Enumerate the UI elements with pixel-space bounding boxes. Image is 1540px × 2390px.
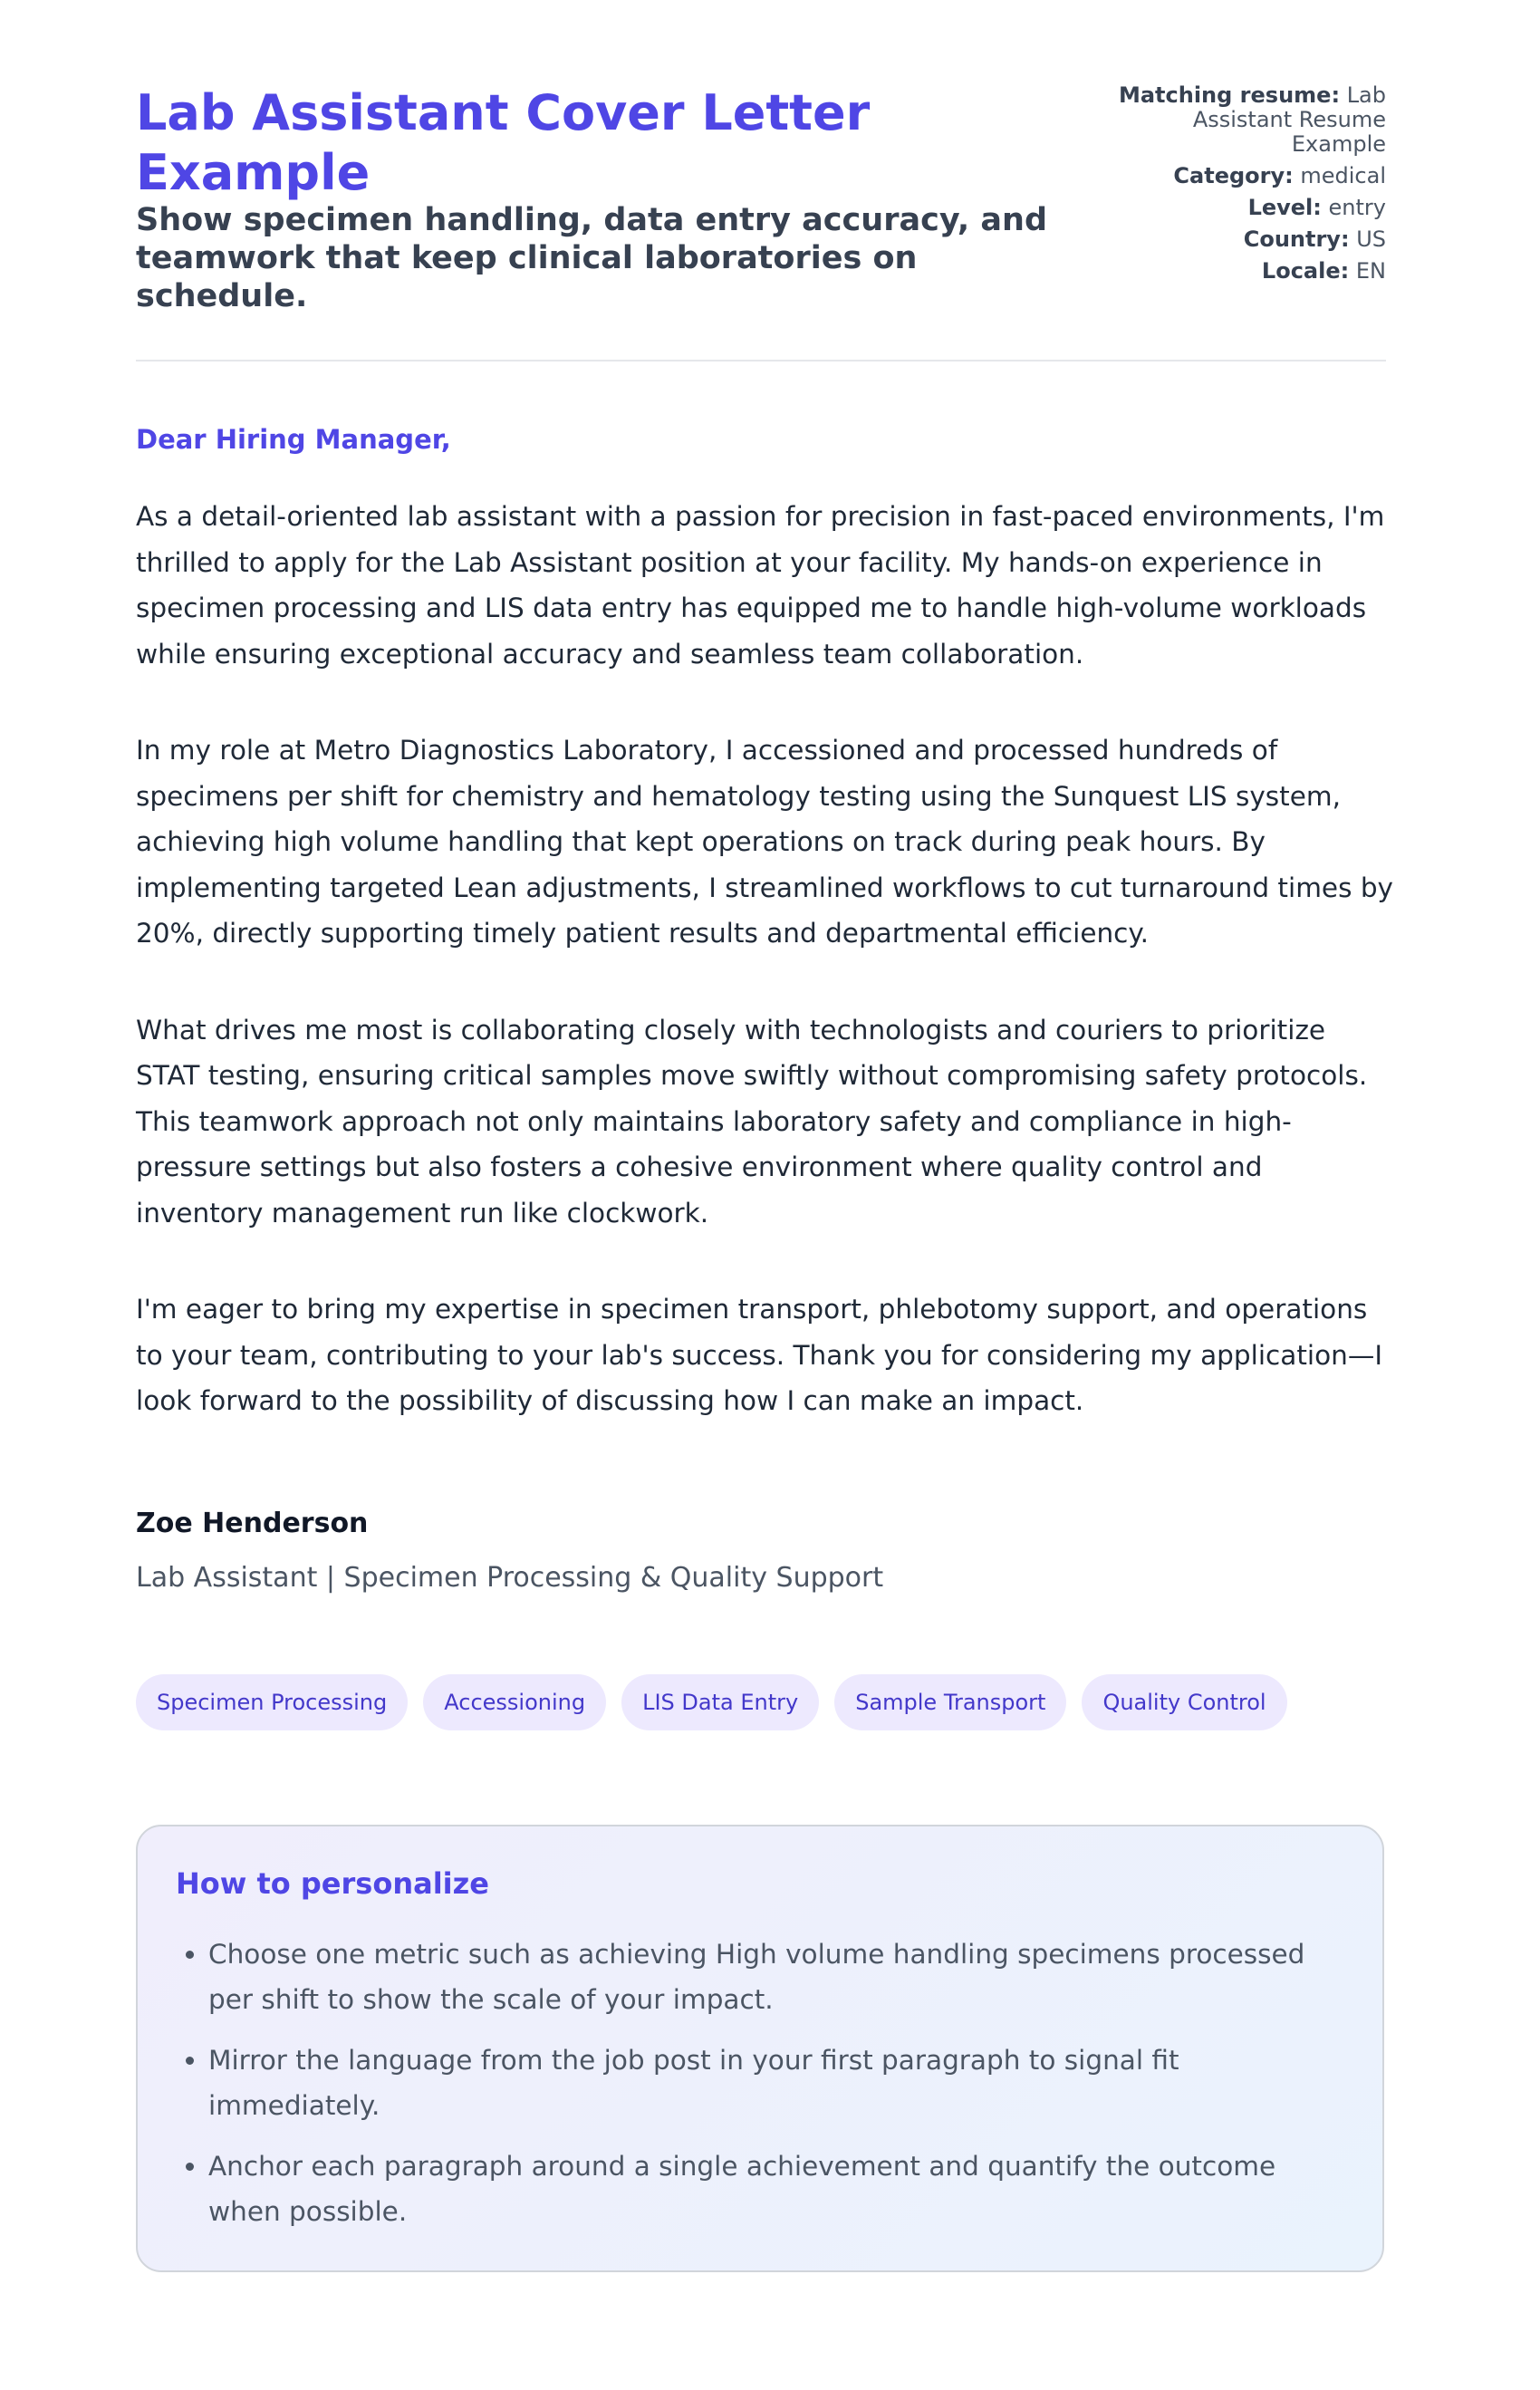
tips-title: How to personalize [176,1866,489,1901]
header-divider [136,360,1386,361]
letter-body [136,494,1395,1475]
signature-title: Lab Assistant | Specimen Processing & Quality Support [136,1562,884,1594]
skill-tag: Accessioning [423,1674,606,1730]
meta-key: Locale: [1261,258,1350,284]
skill-tag: Sample Transport [834,1674,1066,1730]
personalize-tips-box [136,1825,1384,2272]
meta-value: entry [1328,195,1386,220]
meta-value: US [1356,226,1386,252]
skill-tag: LIS Data Entry [621,1674,819,1730]
meta-country [1114,227,1386,252]
page-title: Lab Assistant Cover Letter Example [136,84,871,201]
tip-item: • Choose one metric such as achieving High volume handling specimens processed per shift to show the scale of your impact. [208,1932,1350,2022]
skill-tags [136,1674,1287,1730]
meta-value: Lab Assistant Resume Example [1192,82,1386,157]
tips-list [176,1932,1350,2250]
meta-key: Matching resume: [1118,82,1341,108]
skill-tag: Specimen Processing [136,1674,408,1730]
tip-item: • Mirror the language from the job post in your first paragraph to signal fit immediately. [208,2038,1350,2128]
meta-value: EN [1355,258,1386,284]
letter-paragraph: I'm eager to bring my expertise in specimen transport, phlebotomy support, and operations to your team, contributing to your lab's success. Thank you for considering my application—I look forward to the possibility of discussing how I can make an impact. [136,1294,1383,1416]
letter-paragraph: In my role at Metro Diagnostics Laboratory, I accessioned and processed hundreds of specimens per shift for chemistry and hematology testing using the Sunquest LIS system, achieving high volume handling that kept operations on track during peak hours. By implementing targeted Lean adjustments, I streamlined workflows to cut turnaround times by 20%, directly supporting timely patient results and departmental efficiency. [136,735,1394,949]
page-subtitle: Show specimen handling, data entry accuracy, and teamwork that keep clinical laboratories on schedule. [136,202,1047,314]
letter-paragraph: As a detail-oriented lab assistant with a passion for precision in fast-paced environments, I'm thrilled to apply for the Lab Assistant position at your facility. My hands-on experience in specimen processing and LIS data entry has equipped me to handle high-volume workloads while ensuring exceptional accuracy and seamless team collaboration. [136,501,1385,670]
meta-level [1114,196,1386,220]
meta-key: Category: [1173,163,1294,188]
meta-matching-resume [1114,83,1386,157]
meta-value: medical [1300,163,1386,188]
meta-category [1114,164,1386,188]
meta-key: Country: [1243,226,1350,252]
meta-locale [1114,259,1386,284]
tip-item: • Anchor each paragraph around a single achievement and quantify the outcome when possible. [208,2144,1350,2234]
skill-tag: Quality Control [1082,1674,1286,1730]
signature-name: Zoe Henderson [136,1508,369,1539]
letter-greeting: Dear Hiring Manager, [136,424,451,455]
meta-key: Level: [1247,195,1322,220]
letter-paragraph: What drives me most is collaborating closely with technologists and couriers to prioritize STAT testing, ensuring critical samples move swiftly without compromising safety protocols. This teamwork approach not only maintains laboratory safety and compliance in high-pressure settings but also fosters a cohesive environment where quality control and inventory management run like clockwork. [136,1014,1368,1229]
meta-panel [1114,83,1386,291]
